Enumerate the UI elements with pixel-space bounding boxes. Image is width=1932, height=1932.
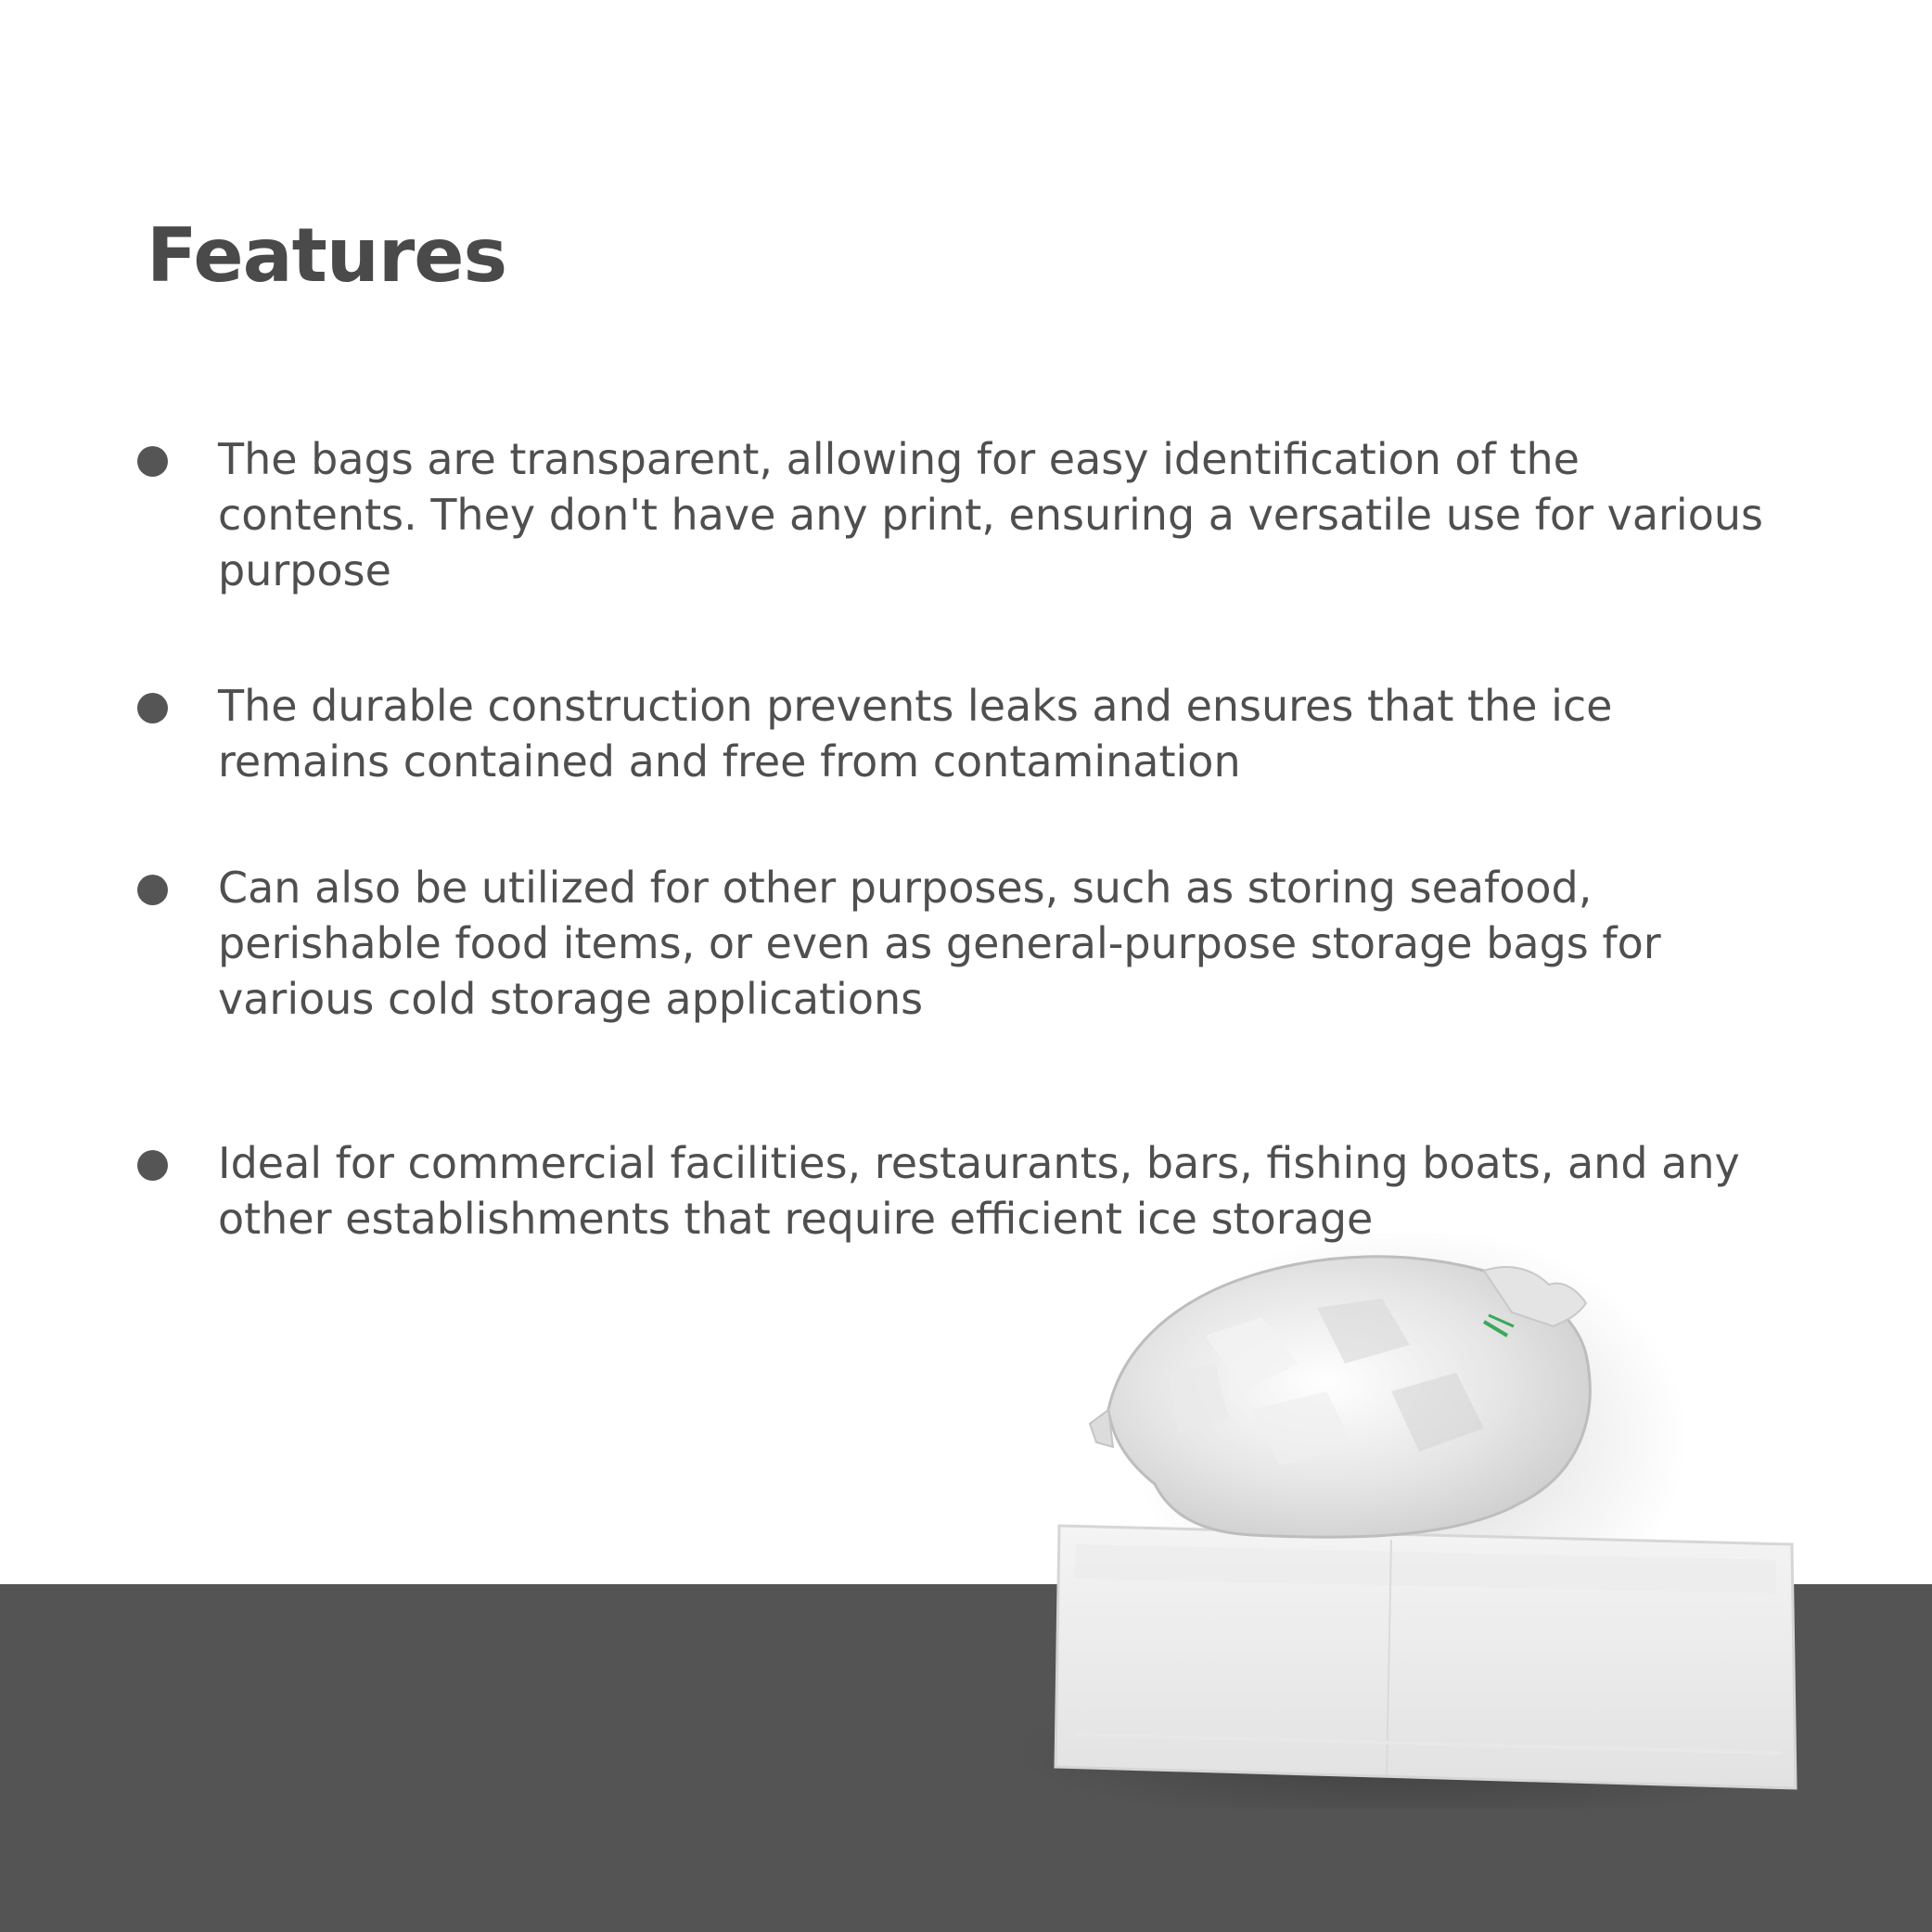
feature-text: Can also be utilized for other purposes, such as storing seafood, perishable food items, or even as general-purpose storage bags for various cold storage applications bbox=[218, 863, 1661, 1024]
feature-text: Ideal for commercial facilities, restaurants, bars, fishing boats, and any other establishments that require efficient ice storage bbox=[218, 1138, 1740, 1244]
ice-bag-image bbox=[1020, 1234, 1855, 1809]
bullet-icon bbox=[137, 1150, 168, 1181]
feature-item bbox=[218, 1135, 1776, 1247]
filled-ice-bag bbox=[1090, 1257, 1590, 1537]
bullet-icon bbox=[137, 875, 168, 905]
feature-item bbox=[218, 431, 1776, 598]
bullet-icon bbox=[137, 446, 168, 477]
feature-text: The durable construction prevents leaks and ensures that the ice remains contained and free from contamination bbox=[218, 681, 1613, 787]
feature-item bbox=[218, 678, 1776, 789]
feature-text: The bags are transparent, allowing for easy identification of the contents. They don't have any print, ensuring a versatile use for various purpose bbox=[218, 434, 1763, 595]
bullet-icon bbox=[137, 693, 168, 723]
page-title: Features bbox=[147, 212, 507, 299]
flat-bag bbox=[1056, 1526, 1796, 1788]
feature-item bbox=[218, 860, 1776, 1027]
